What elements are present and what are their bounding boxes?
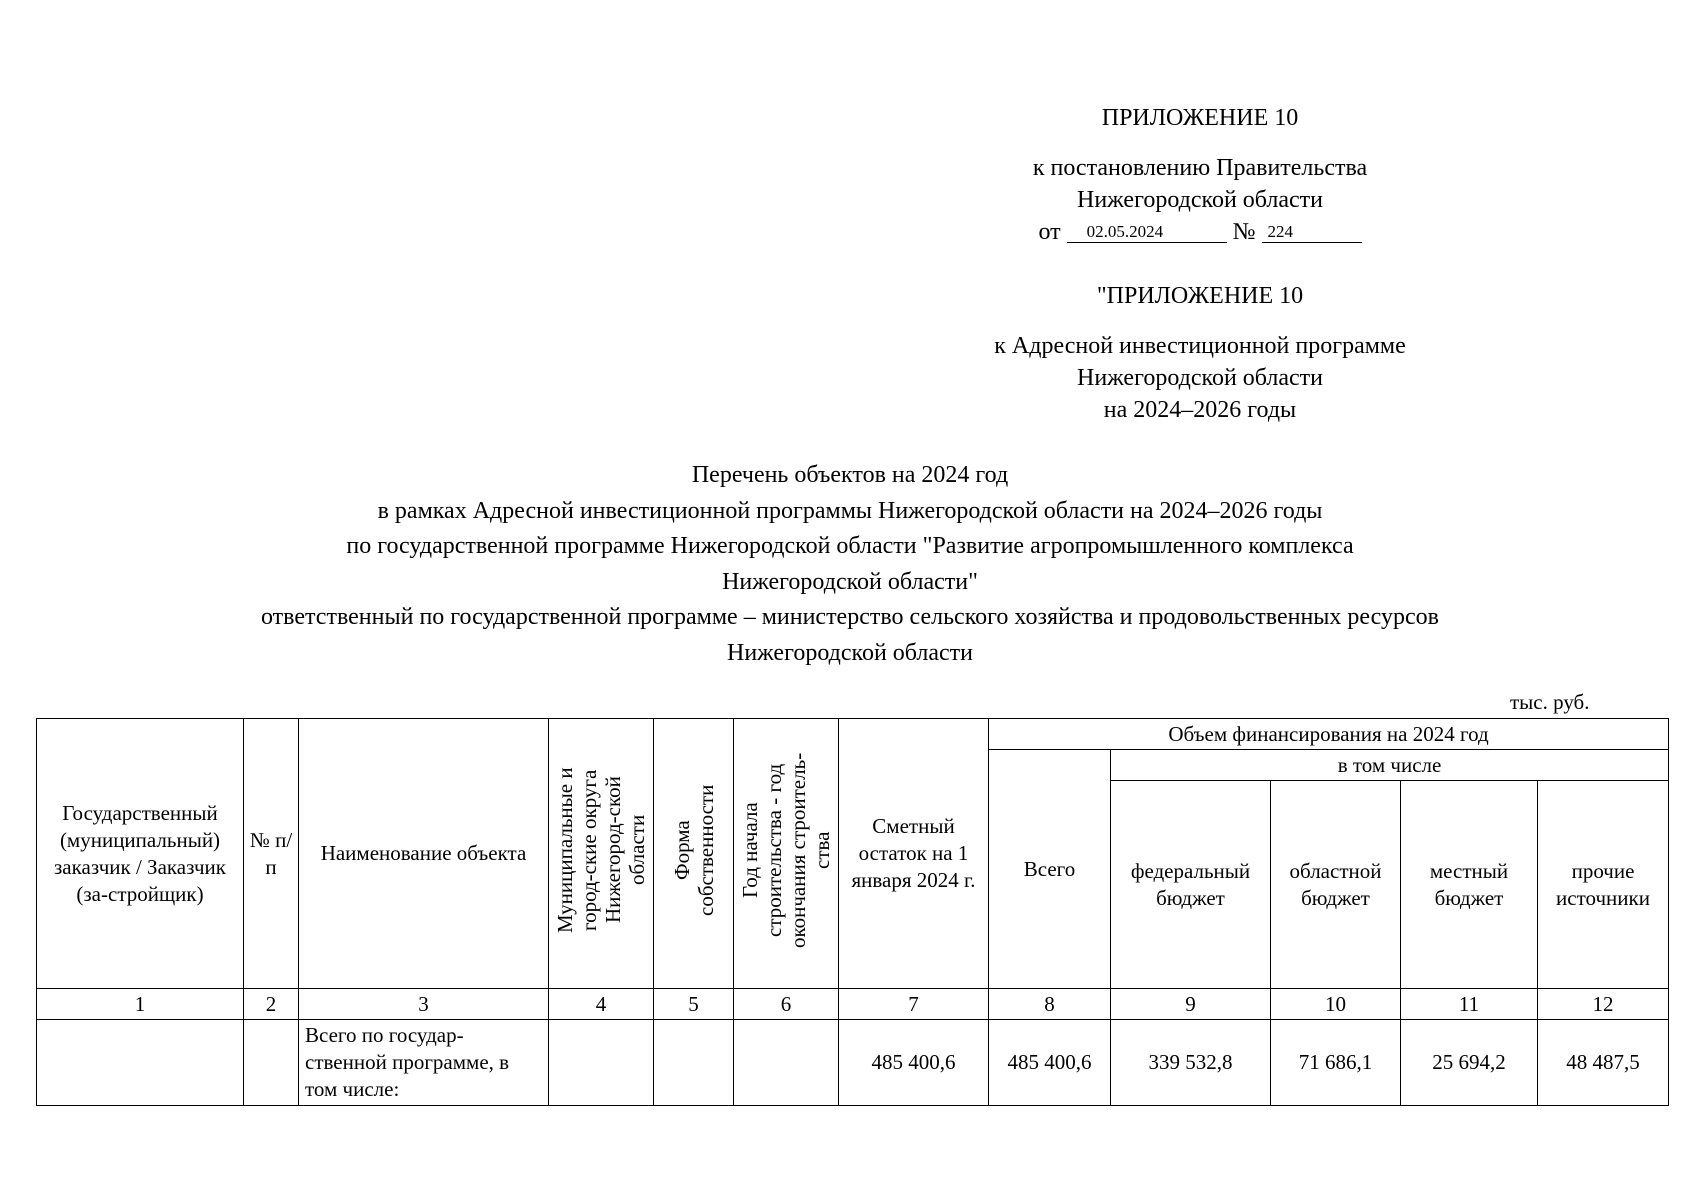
column-number: 11 bbox=[1401, 989, 1538, 1020]
column-number: 8 bbox=[989, 989, 1111, 1020]
header-regional: областной бюджет bbox=[1271, 781, 1401, 989]
column-numbers-row bbox=[37, 989, 1669, 1020]
header-funding: Объем финансирования на 2024 год bbox=[989, 719, 1669, 750]
appendix-program-line-1: к Адресной инвестиционной программе bbox=[994, 333, 1406, 359]
units-label: тыс. руб. bbox=[1510, 690, 1590, 714]
title-line-1: Перечень объектов на 2024 год bbox=[691, 462, 1009, 488]
appendix-program-line-2: Нижегородской области bbox=[1076, 365, 1324, 391]
appendix-program-line-3: на 2024–2026 годы bbox=[1103, 397, 1297, 423]
cell-regional: 71 686,1 bbox=[1271, 1020, 1401, 1106]
appendix-resolution-block bbox=[980, 102, 1420, 248]
header-years-text: Год начала строительства - год окончания строитель-ства bbox=[738, 752, 834, 948]
title-line-2: в рамках Адресной инвестиционной программы Нижегородской области на 2024–2026 годы bbox=[377, 497, 1323, 524]
header-including: в том числе bbox=[1111, 750, 1669, 781]
header-local: местный бюджет bbox=[1401, 781, 1538, 989]
appendix-title: ПРИЛОЖЕНИЕ 10 bbox=[1101, 105, 1299, 131]
header-years bbox=[734, 719, 839, 989]
cell-total: 485 400,6 bbox=[989, 1020, 1111, 1106]
header-ownership-text: Форма собственности bbox=[669, 784, 718, 916]
header-customer: Государственный (муниципальный) заказчик / Заказчик (за-стройщик) bbox=[37, 719, 244, 989]
title-line-3: по государственной программе Нижегородской области "Развитие агропромышленного комплекса bbox=[346, 533, 1354, 559]
column-number: 5 bbox=[654, 989, 734, 1020]
cell-districts bbox=[549, 1020, 654, 1106]
header-federal: федеральный бюджет bbox=[1111, 781, 1271, 989]
appendix-line-2: Нижегородской области bbox=[1076, 187, 1324, 213]
cell-num bbox=[244, 1020, 299, 1106]
appendix-line-1: к постановлению Правительства bbox=[1032, 155, 1368, 181]
from-label: от bbox=[1038, 219, 1061, 245]
column-number: 12 bbox=[1538, 989, 1669, 1020]
header-districts bbox=[549, 719, 654, 989]
table-row-total bbox=[37, 1020, 1669, 1106]
appendix-date-number bbox=[980, 216, 1420, 248]
column-number: 6 bbox=[734, 989, 839, 1020]
cell-federal: 339 532,8 bbox=[1111, 1020, 1271, 1106]
appendix-program-block bbox=[980, 280, 1420, 426]
column-number: 7 bbox=[839, 989, 989, 1020]
cell-ownership bbox=[654, 1020, 734, 1106]
title-line-5: ответственный по государственной программе – министерство сельского хозяйства и продовольственных ресурсов bbox=[261, 604, 1439, 630]
header-districts-text: Муниципальные и город-ские округа Нижегород-ской области bbox=[553, 767, 649, 933]
column-number: 4 bbox=[549, 989, 654, 1020]
cell-years bbox=[734, 1020, 839, 1106]
cell-balance: 485 400,6 bbox=[839, 1020, 989, 1106]
title-line-6: Нижегородской области bbox=[726, 639, 974, 666]
resolution-date: 02.05.2024 bbox=[1067, 222, 1227, 243]
column-number: 10 bbox=[1271, 989, 1401, 1020]
header-ownership bbox=[654, 719, 734, 989]
header-other: прочие источники bbox=[1538, 781, 1669, 989]
column-number: 2 bbox=[244, 989, 299, 1020]
column-number: 3 bbox=[299, 989, 549, 1020]
cell-name: Всего по государ-ственной программе, в том числе: bbox=[299, 1020, 549, 1106]
cell-other: 48 487,5 bbox=[1538, 1020, 1669, 1106]
header-num: № п/п bbox=[244, 719, 299, 989]
cell-customer bbox=[37, 1020, 244, 1106]
title-line-4: Нижегородской области" bbox=[722, 568, 978, 595]
cell-local: 25 694,2 bbox=[1401, 1020, 1538, 1106]
document-title bbox=[60, 458, 1640, 671]
column-number: 1 bbox=[37, 989, 244, 1020]
column-number: 9 bbox=[1111, 989, 1271, 1020]
header-balance: Сметный остаток на 1 января 2024 г. bbox=[839, 719, 989, 989]
objects-table bbox=[36, 718, 1669, 1106]
appendix-program-title: "ПРИЛОЖЕНИЕ 10 bbox=[1096, 283, 1304, 309]
number-label: № bbox=[1232, 219, 1256, 245]
resolution-number: 224 bbox=[1262, 222, 1362, 243]
header-row-1 bbox=[37, 719, 1669, 750]
header-total: Всего bbox=[989, 750, 1111, 989]
header-name: Наименование объекта bbox=[299, 719, 549, 989]
